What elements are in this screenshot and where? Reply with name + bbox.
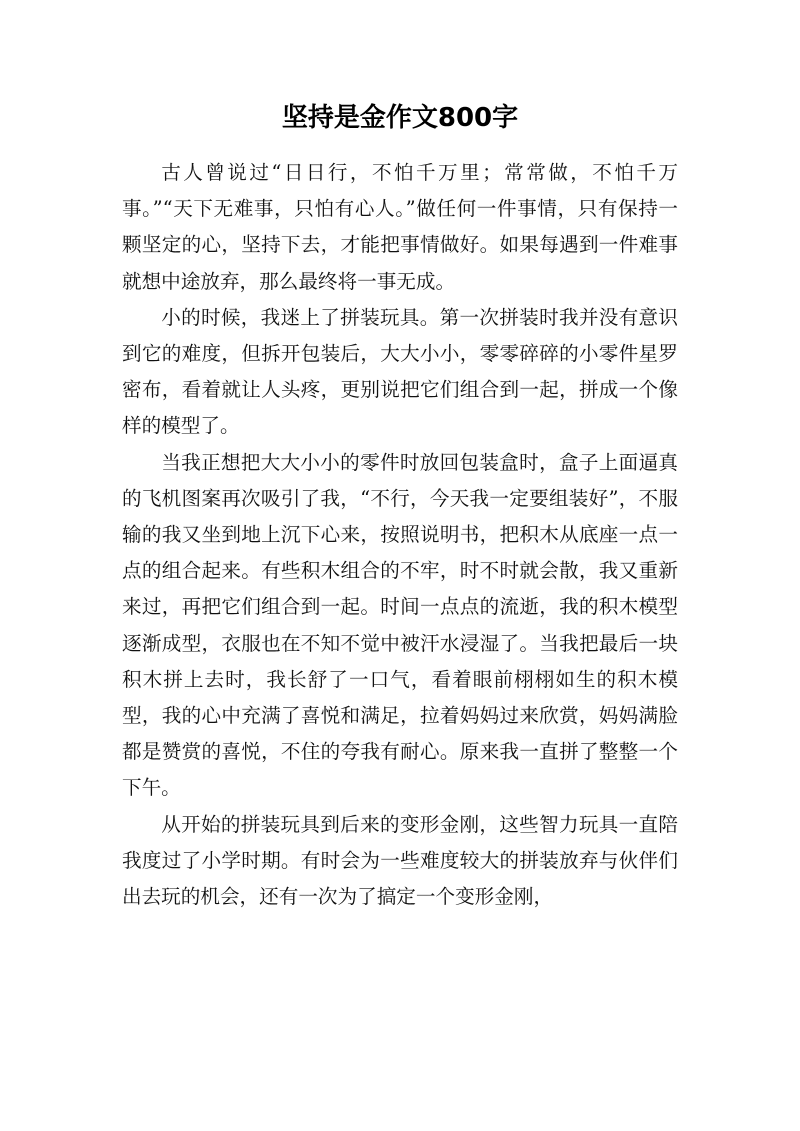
document-title: 坚持是金作文800字 [281,103,519,133]
paragraph-4: 从开始的拼装玩具到后来的变形金刚，这些智力玩具一直陪我度过了小学时期。有时会为一些难度较大的拼装放弃与伙伴们出去玩的机会，还有一次为了搞定一个变形金刚， [122,812,678,909]
paragraph-1: 古人曾说过“日日行，不怕千万里；常常做，不怕千万事。”“天下无难事，只怕有心人。”做任何一件事情，只有保持一颗坚定的心，坚持下去，才能把事情做好。如果每遇到一件难事就想中途放弃，那么最终将一事无成。 [122,161,678,293]
paragraph-3: 当我正想把大大小小的零件时放回包装盒时，盒子上面逼真的飞机图案再次吸引了我，“不行，今天我一定要组装好”，不服输的我又坐到地上沉下心来，按照说明书，把积木从底座一点一点的组合起来。有些积木组合的不牢，时不时就会散，我又重新来过，再把它们组合到一起。时间一点点的流逝，我的积木模型逐渐成型，衣服也在不知不觉中被汗水浸湿了。当我把最后一块积木拼上去时，我长舒了一口气，看着眼前栩栩如生的积木模型，我的心中充满了喜悦和满足，拉着妈妈过来欣赏，妈妈满脸都是赞赏的喜悦，不住的夸我有耐心。原来我一直拼了整整一个下午。 [122,450,678,800]
document-body [122,155,678,915]
paragraph-2: 小的时候，我迷上了拼装玩具。第一次拼装时我并没有意识到它的难度，但拆开包装后，大大小小，零零碎碎的小零件星罗密布，看着就让人头疼，更别说把它们组合到一起，拼成一个像样的模型了。 [122,305,678,438]
